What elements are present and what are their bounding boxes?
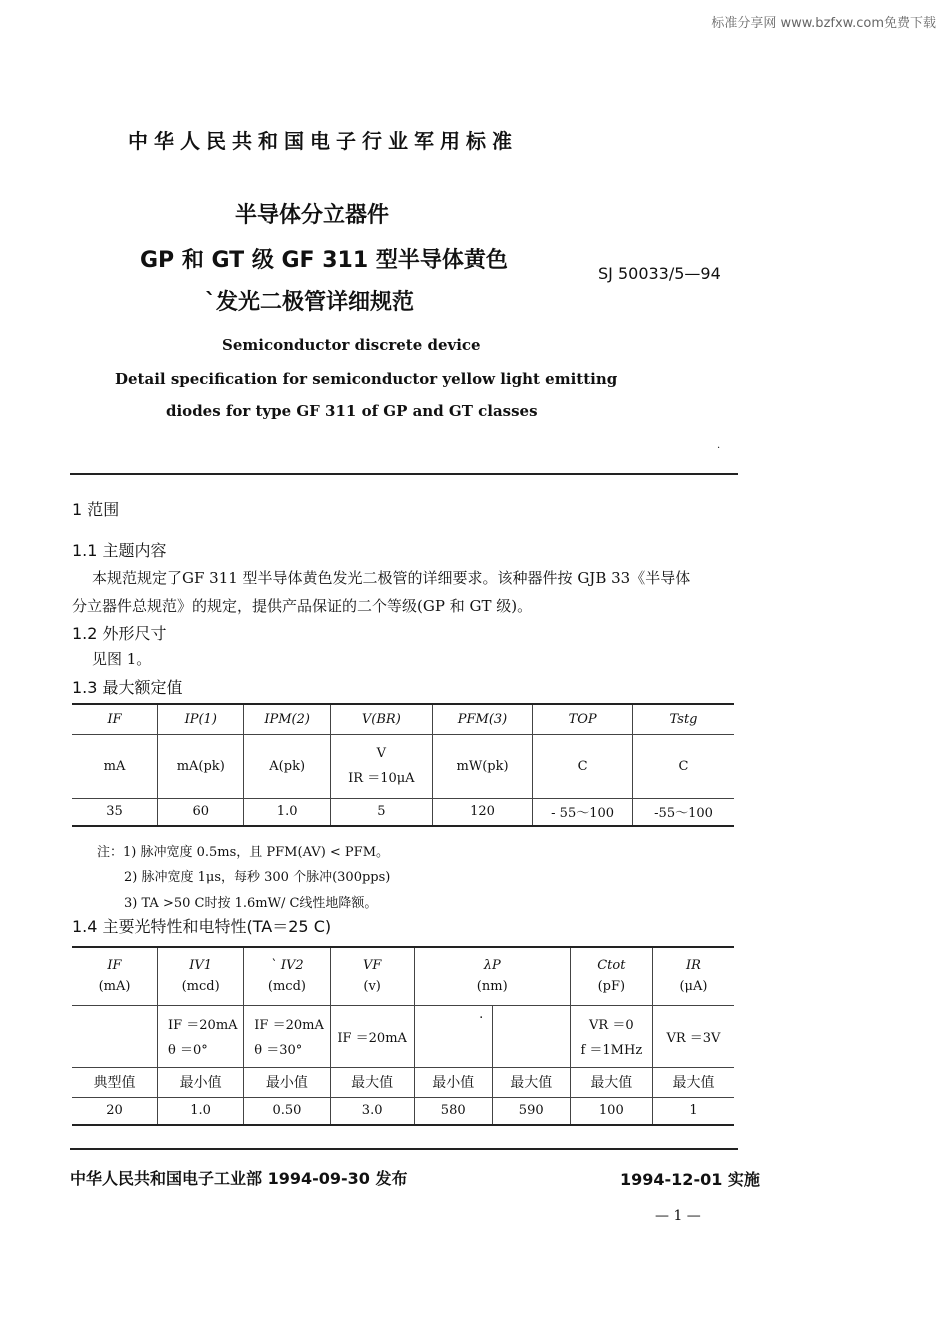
max-ratings-table — [72, 703, 734, 827]
table-header-cell — [414, 947, 570, 1005]
table-cell: 35 — [72, 798, 158, 826]
table-cell: 100 — [570, 1097, 652, 1125]
table-cell: 1.0 — [157, 1097, 243, 1125]
table-cell — [570, 1005, 652, 1067]
table-header-cell — [157, 947, 243, 1005]
param-symbol: IF — [107, 958, 122, 974]
table-cell: 最小值 — [414, 1067, 492, 1097]
table-header-cell: TOP — [533, 704, 633, 734]
param-unit: (mcd) — [181, 979, 220, 995]
param-unit: (nm) — [476, 979, 508, 995]
table-cell — [414, 1005, 492, 1067]
table-cell: mW(pk) — [432, 734, 532, 798]
effective-date: 1994-12-01 实施 — [620, 1170, 760, 1189]
table-cell: 0.50 — [244, 1097, 330, 1125]
table-header-row — [72, 947, 734, 1005]
table-cell: 1.0 — [244, 798, 330, 826]
title-line-1: 半导体分立器件 — [235, 203, 390, 228]
param-unit: (v) — [363, 979, 381, 995]
note-1: 注：1) 脉冲宽度 0.5ms，且 PFM(AV) < PFM。 — [97, 845, 389, 860]
section-1-2-heading: 1.2 外形尺寸 — [72, 624, 167, 643]
table-cell: - 55～100 — [533, 798, 633, 826]
condition-text: θ ＝30° — [254, 1043, 303, 1058]
section-1-4-heading: 1.4 主要光特性和电特性(TA＝25 C) — [72, 917, 332, 936]
table-header-cell: IPM(2) — [244, 704, 330, 734]
condition-text: IF ＝20mA — [167, 1018, 238, 1033]
section-1-1-paragraph-line-1: 本规范规定了GF 311 型半导体黄色发光二极管的详细要求。该种器件按 GJB 33《半导体 — [92, 569, 691, 587]
table-cell: mA(pk) — [158, 734, 244, 798]
table-cell: 最大值 — [652, 1067, 734, 1097]
table-header-cell: Tstg — [633, 704, 734, 734]
stray-mark: . — [717, 440, 721, 451]
table-header-cell — [244, 947, 330, 1005]
english-title-line-3: diodes for type GF 311 of GP and GT classes — [166, 402, 538, 420]
param-symbol: ` IV2 — [270, 958, 304, 974]
param-symbol: IR — [685, 958, 701, 974]
table-cell: -55～100 — [633, 798, 734, 826]
standard-organization: 中华人民共和国电子行业军用标准 — [128, 129, 518, 153]
note-2: 2) 脉冲宽度 1μs，每秒 300 个脉冲(300pps) — [124, 870, 391, 885]
standard-code: SJ 50033/5—94 — [598, 264, 721, 283]
table-cell: A(pk) — [244, 734, 330, 798]
table-row — [72, 1097, 734, 1125]
table-header-cell — [72, 947, 157, 1005]
table-header-cell: IF — [107, 711, 122, 727]
table-cell: 580 — [414, 1097, 492, 1125]
section-1-heading: 1 范围 — [72, 500, 120, 519]
table-cell: 3.0 — [330, 1097, 414, 1125]
english-title-line-1: Semiconductor discrete device — [222, 336, 481, 354]
title-line-3: `发光二极管详细规范 — [205, 290, 415, 315]
table-row — [72, 1067, 734, 1097]
english-title-line-2: Detail specification for semiconductor yellow light emitting — [115, 370, 618, 388]
page-number: — 1 — — [655, 1208, 701, 1224]
condition-text: IF ＝20mA — [254, 1018, 324, 1033]
condition-text: f ＝1MHz — [580, 1043, 643, 1058]
param-symbol: λP — [483, 958, 501, 974]
param-symbol: VF — [362, 958, 382, 974]
table-cell: 最大值 — [570, 1067, 652, 1097]
condition-text: IR ＝10μA — [348, 771, 415, 786]
param-unit: (μA) — [679, 979, 708, 995]
table-cell: C — [633, 734, 734, 798]
table-header-row — [72, 704, 734, 734]
table-header-cell: IP(1) — [158, 704, 244, 734]
table-cell — [244, 1005, 330, 1067]
footer-divider — [70, 1148, 738, 1150]
issue-date: 中华人民共和国电子工业部 1994-09-30 发布 — [70, 1169, 408, 1188]
stray-mark: . — [479, 1006, 484, 1022]
header-divider — [70, 473, 738, 475]
param-unit: (mcd) — [267, 979, 306, 995]
table-cell: C — [533, 734, 633, 798]
table-header-cell — [330, 947, 414, 1005]
table-cell: 120 — [432, 798, 532, 826]
table-cell: 最大值 — [492, 1067, 570, 1097]
table-header-cell: V(BR) — [330, 704, 432, 734]
table-cell: 1 — [652, 1097, 734, 1125]
table-row — [72, 798, 734, 826]
table-header-cell — [570, 947, 652, 1005]
table-cell: 20 — [72, 1097, 157, 1125]
watermark: 标准分享网 www.bzfxw.com免费下载 — [711, 16, 936, 31]
optical-electrical-characteristics-table — [72, 946, 734, 1126]
table-cell: 典型值 — [72, 1067, 157, 1097]
section-1-1-heading: 1.1 主题内容 — [72, 541, 167, 560]
table-cell: 590 — [492, 1097, 570, 1125]
table-cell — [157, 1005, 243, 1067]
table-condition-row — [72, 1005, 734, 1067]
param-symbol: IV1 — [189, 958, 213, 974]
table-cell: 最小值 — [157, 1067, 243, 1097]
table-cell: IF ＝20mA — [330, 1005, 414, 1067]
section-1-1-paragraph-line-2: 分立器件总规范》的规定，提供产品保证的二个等级(GP 和 GT 级)。 — [72, 597, 533, 615]
table-cell — [72, 1005, 157, 1067]
table-unit-row — [72, 734, 734, 798]
unit-text: V — [376, 746, 387, 761]
condition-text: θ ＝0° — [167, 1043, 208, 1058]
table-cell: mA — [72, 734, 158, 798]
table-cell: 60 — [158, 798, 244, 826]
table-header-cell — [652, 947, 734, 1005]
table-cell — [330, 734, 432, 798]
note-3: 3) TA >50 C时按 1.6mW/ C线性地降额。 — [124, 896, 378, 911]
table-cell: 最大值 — [330, 1067, 414, 1097]
table-cell: VR ＝3V — [652, 1005, 734, 1067]
section-1-3-heading: 1.3 最大额定值 — [72, 678, 183, 697]
table-header-cell: PFM(3) — [432, 704, 532, 734]
param-symbol: Ctot — [597, 958, 626, 974]
condition-text: VR ＝0 — [589, 1018, 634, 1033]
table-cell: 5 — [330, 798, 432, 826]
section-1-2-paragraph: 见图 1。 — [92, 650, 152, 668]
title-line-2: GP 和 GT 级 GF 311 型半导体黄色 — [140, 248, 508, 273]
param-unit: (pF) — [597, 979, 626, 995]
table-cell — [492, 1005, 570, 1067]
table-cell: 最小值 — [244, 1067, 330, 1097]
param-unit: (mA) — [98, 979, 131, 995]
